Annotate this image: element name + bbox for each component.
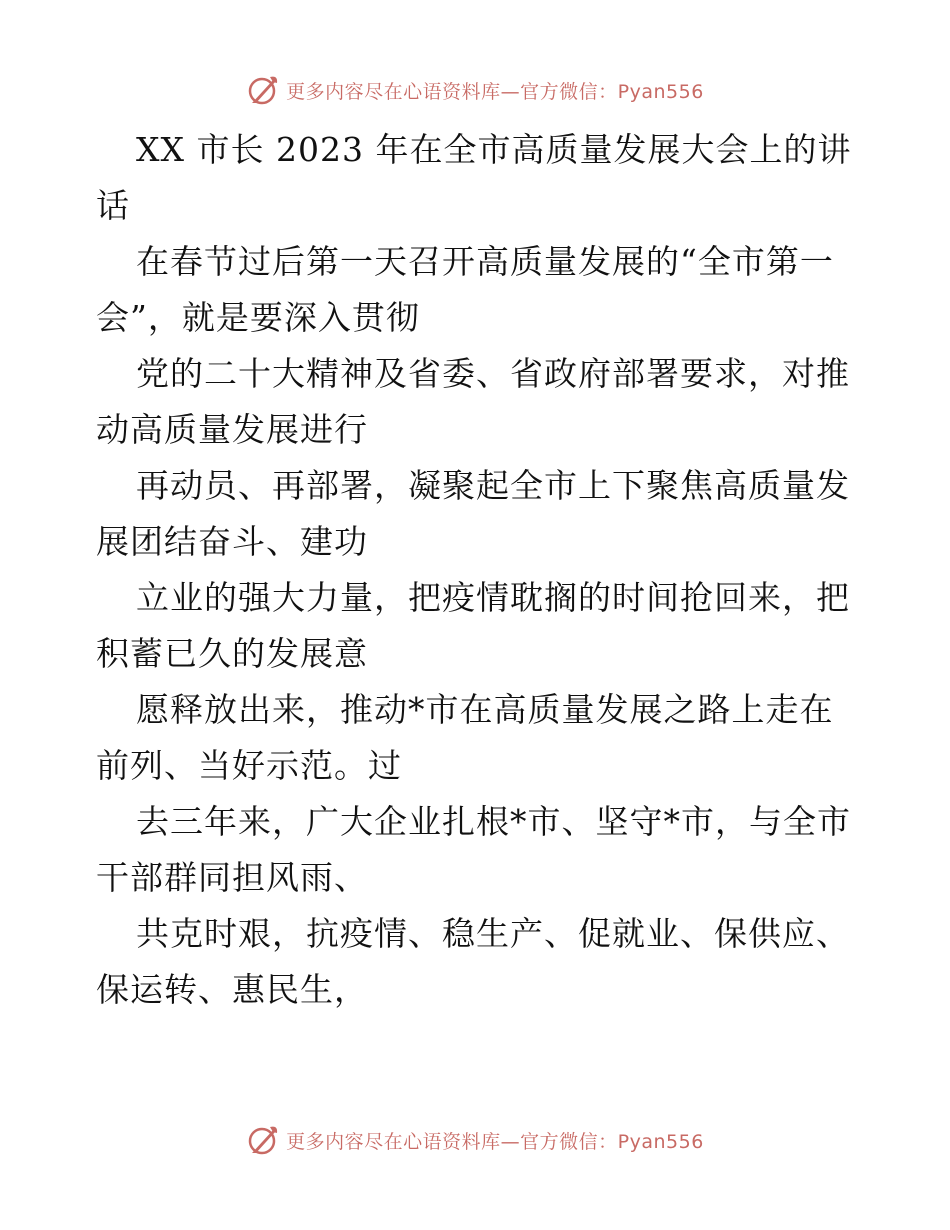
paragraph-line: 动高质量发展进行: [96, 410, 368, 449]
quill-logo-icon: [246, 73, 280, 107]
document-title-line: XX 市长 2023 年在全市高质量发展大会上的讲: [136, 130, 852, 169]
watermark-text: 更多内容尽在心语资料库—官方微信：Pyan556: [286, 1130, 704, 1153]
watermark-banner-top: [0, 70, 950, 110]
document-title-line: 话: [96, 186, 130, 225]
paragraph-line: 共克时艰，抗疫情、稳生产、促就业、保供应、: [136, 914, 850, 953]
watermark-banner-bottom: [0, 1120, 950, 1160]
paragraph-line: 去三年来，广大企业扎根*市、坚守*市，与全市: [136, 802, 851, 841]
quill-logo-icon: [246, 1123, 280, 1157]
paragraph-line: 立业的强大力量，把疫情耽搁的时间抢回来，把: [136, 578, 850, 617]
paragraph-line: 愿释放出来，推动*市在高质量发展之路上走在: [136, 690, 834, 729]
paragraph-line: 干部群同担风雨、: [96, 858, 368, 897]
paragraph-line: 积蓄已久的发展意: [96, 634, 368, 673]
paragraph-line: 会”，就是要深入贯彻: [96, 298, 420, 337]
paragraph-line: 前列、当好示范。过: [96, 746, 402, 785]
paragraph-line: 展团结奋斗、建功: [96, 522, 368, 561]
watermark-text: 更多内容尽在心语资料库—官方微信：Pyan556: [286, 80, 704, 103]
paragraph-line: 在春节过后第一天召开高质量发展的“全市第一: [136, 242, 834, 281]
document-body: [96, 122, 856, 1018]
paragraph-line: 党的二十大精神及省委、省政府部署要求，对推: [136, 354, 850, 393]
paragraph-line: 再动员、再部署，凝聚起全市上下聚焦高质量发: [136, 466, 850, 505]
paragraph-line: 保运转、惠民生，: [96, 970, 368, 1009]
